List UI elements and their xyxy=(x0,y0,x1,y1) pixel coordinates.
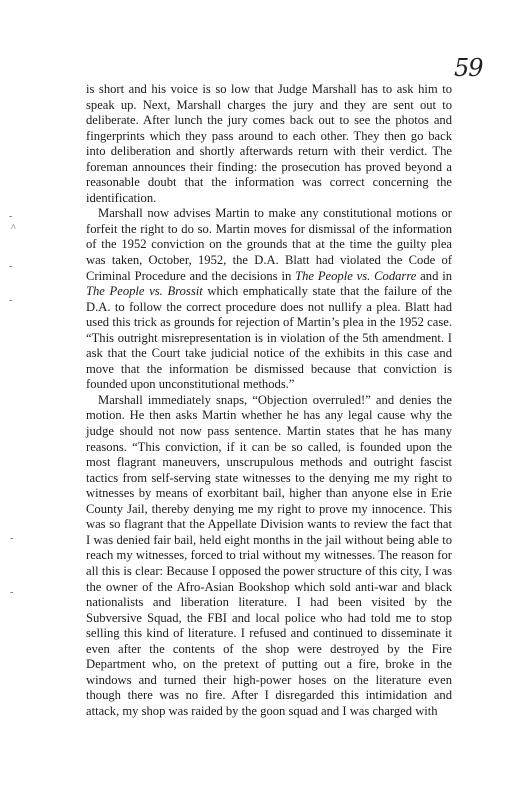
text-run: Marshall immediately snaps, “Objection overruled!” and denies the motion. He then asks Martin whether he has any legal cause why the judge should not now pass sentence. Martin states that he has many reasons. “This conviction, if it can be so called, is founded upon the most flagrant maneuvers, unscrupulous methods and outright fascist tactics from self-serving state witnesses to the denying me my right to witnesses by means of exorbitant bail, higher than anyone else in Erie County Jail, thereby denying me my right to prove my innocence. This was so flagrant that the Appellate Division wants to review the fact that I was denied fair bail, held eight months in the jail without being able to reach my witnesses, forced to trial without my witnesses. The reason for all this is clear: Because I opposed the power structure of this city, I was the owner of the Afro-Asian Bookshop which sold anti-war and black nationalists and liberation literature. I had been visited by the Subversive Squad, the FBI and local police who had told me to stop selling this kind of literature. I refused and continued to disseminate it even after the contents of the shop were destroyed by the Fire Department who, on the pretext of putting out a fire, broke in the windows and turned their high-power hoses on the literature even though there was no fire. After I disregarded this intimidation and attack, my shop was raided by the goon squad and I was charged with xyxy=(86,392,452,718)
margin-mark: - xyxy=(10,533,14,544)
margin-mark: - xyxy=(9,211,13,222)
paragraph xyxy=(86,82,452,206)
page-number: 59 xyxy=(454,54,483,82)
text-run: Marshall now advises Martin to make any constitutional motions or forfeit the right to do so. Martin moves for dismissal of the information of the 1952 conviction on the grounds that at the time the guilty plea was taken, October, 1952, the D.A. Blatt had violated the Code of Criminal Procedure and the decisions in xyxy=(86,206,452,283)
text-run: and in xyxy=(416,268,453,283)
paragraph xyxy=(86,206,452,393)
text-run: which emphatically state that the failure of the D.A. to follow the correct procedure does not nullify a plea. Blatt had used this trick as grounds for rejection of Martin’s plea in the 1952 case. “This outright misrepresentation is in violation of the 5th amendment. I ask that the Court take judicial notice of the exhibits in this case and move that the information be dismissed because that conviction is founded upon unconstitutional methods.” xyxy=(86,284,452,392)
margin-mark: - xyxy=(10,587,14,598)
case-citation: The People vs. Brossit xyxy=(86,284,203,299)
margin-mark: - xyxy=(9,261,13,272)
text-run: is short and his voice is so low that Judge Marshall has to ask him to speak up. Next, Marshall charges the jury and they are sent out to deliberate. After lunch the jury comes back out to see the photos and fingerprints which they pass around to each other. They then go back into deliberation and shortly afterwards return with their verdict. The foreman announces their finding: the prosecution has proved beyond a reasonable doubt that the information was correct concerning the identification. xyxy=(86,82,452,205)
paragraph xyxy=(86,393,452,719)
margin-mark: - xyxy=(9,295,13,306)
case-citation: The People vs. Codarre xyxy=(295,268,417,283)
body-text xyxy=(86,82,452,719)
margin-mark: ^ xyxy=(11,223,16,234)
